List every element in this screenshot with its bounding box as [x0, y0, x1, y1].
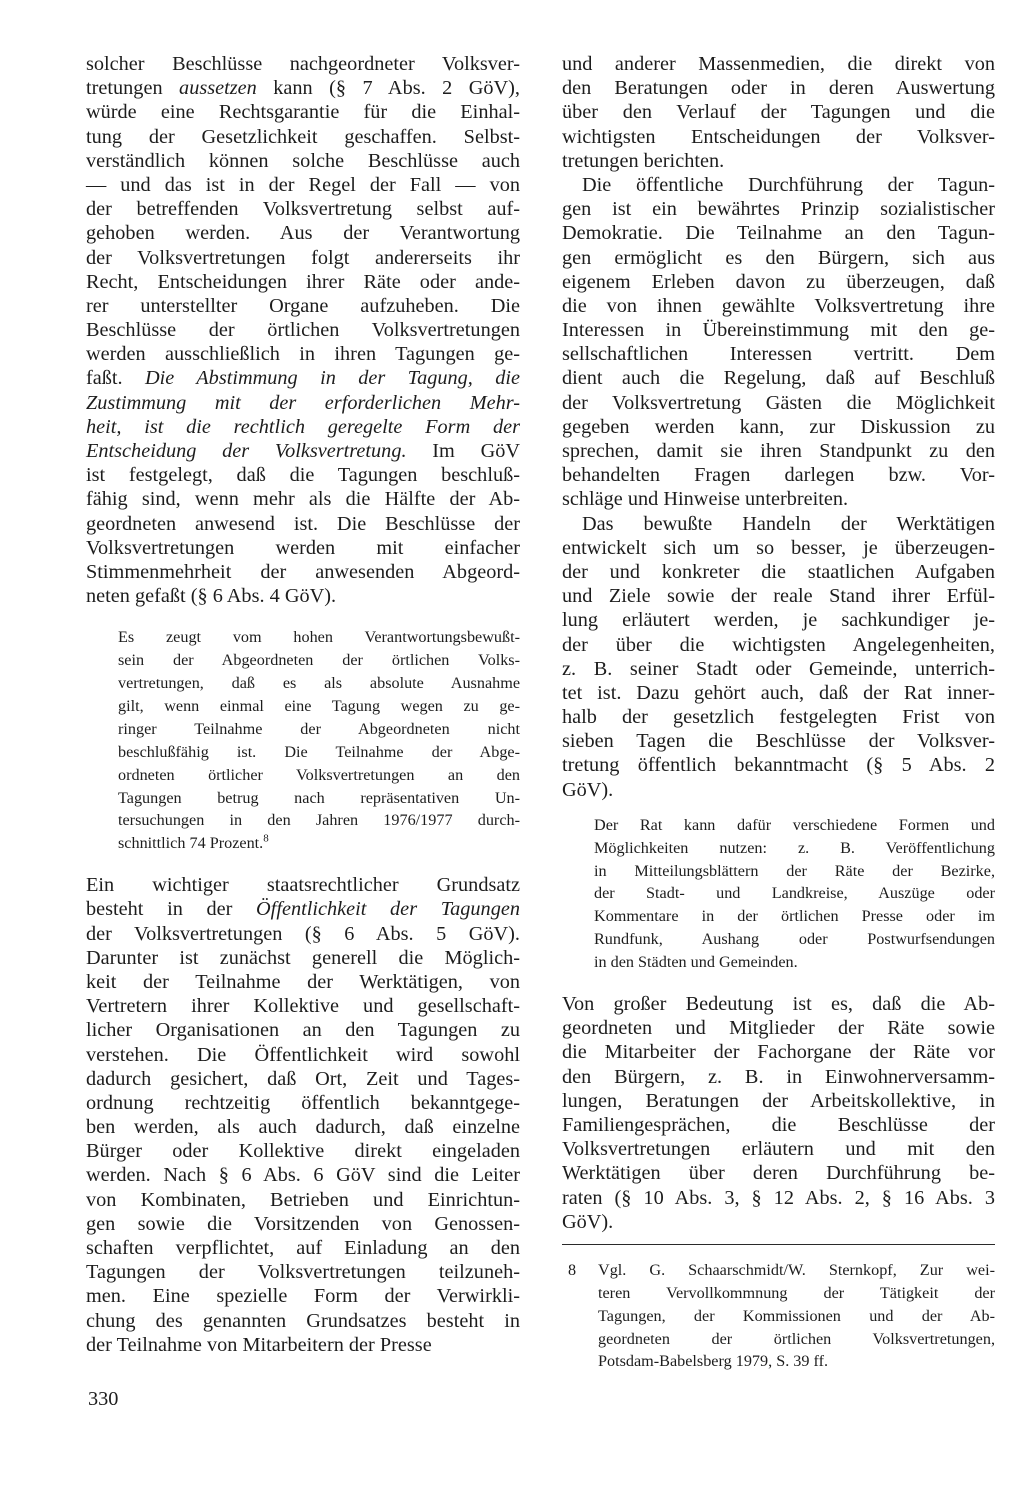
text-line: behandelten Fragen darlegen bzw. Vor-: [562, 464, 995, 487]
text-line: verständlich können solche Beschlüsse auch: [86, 149, 520, 172]
text-line: werden. Nach § 6 Abs. 6 GöV sind die Leiter: [86, 1164, 520, 1187]
text-line: tet ist. Dazu gehört auch, daß der Rat inner-: [562, 681, 995, 704]
text-line: die Mitarbeiter der Fachorgane der Räte vor: [562, 1041, 995, 1064]
paragraph: [562, 52, 995, 173]
text-line: verstehen. Die Öffentlichkeit wird sowohl: [86, 1043, 520, 1066]
text-line: chung des genannten Grundsatzes besteht in: [86, 1309, 520, 1332]
text-line: eigenem Erleben davon zu überzeugen, daß: [562, 270, 995, 293]
text-line: Darunter ist zunächst generell die Möglich-: [86, 946, 520, 969]
footnote: [562, 1259, 995, 1373]
text-line: in den Städten und Gemeinden.: [594, 953, 798, 972]
text-line: beschlußfähig ist. Die Teilnahme der Abge-: [118, 742, 520, 761]
text-line: lungen, Beratungen der Arbeitskollektive, in: [562, 1089, 995, 1112]
right-column: [562, 52, 995, 1373]
text-line: GöV).: [562, 1210, 614, 1233]
text-line: gen ermöglicht es den Bürgern, sich aus: [562, 246, 995, 269]
text-line: schläge und Hinweise unterbreiten.: [562, 488, 849, 511]
footnote-number: 8: [568, 1260, 577, 1279]
text-line: und anderer Massenmedien, die direkt von: [562, 53, 995, 75]
text-line: der Stadt- und Landkreise, Auszüge oder: [594, 884, 995, 903]
text-line: tretungen aussetzen kann (§ 7 Abs. 2 GöV),: [86, 77, 520, 100]
text-line: GöV).: [562, 778, 614, 801]
footnote-line: Tagungen, der Kommissionen und der Ab-: [598, 1306, 995, 1325]
text-line: die von ihnen gewählte Volksvertretung ihre: [562, 294, 995, 317]
text-line: z. B. seiner Stadt oder Gemeinde, unterrich-: [562, 657, 995, 680]
text-line: würde eine Rechtsgarantie für die Einhal-: [86, 101, 520, 124]
text-line: der Volksvertretung Gästen die Möglichkeit: [562, 391, 995, 414]
text-line: dient auch die Regelung, daß auf Beschluß: [562, 367, 995, 390]
text-line: Recht, Entscheidungen ihrer Räte oder ande-: [86, 270, 520, 293]
text-line: Tagungen der Volksvertretungen teilzuneh-: [86, 1261, 520, 1284]
text-line: fähig sind, wenn mehr als die Hälfte der Ab-: [86, 488, 520, 511]
text-line: raten (§ 10 Abs. 3, § 12 Abs. 2, § 16 Abs. 3: [562, 1186, 995, 1209]
paragraph: [562, 992, 995, 1234]
text-line: Entscheidung der Volksvertretung. Im GöV: [86, 440, 521, 462]
text-line: men. Eine spezielle Form der Verwirkli-: [86, 1285, 520, 1308]
text-line: über den Verlauf der Tagungen und die: [562, 101, 995, 124]
text-line: Volksvertretungen erläutern und mit den: [562, 1138, 995, 1161]
text-line: Familiengesprächen, die Beschlüsse der: [562, 1113, 995, 1136]
text-line: Die öffentliche Durchführung der Tagun-: [582, 173, 995, 196]
text-line: Tagungen betrug nach repräsentativen Un-: [118, 788, 520, 807]
text-line: schaften verpflichtet, auf Einladung an den: [86, 1237, 520, 1260]
text-line: geordneten anwesend ist. Die Beschlüsse der: [86, 512, 520, 535]
text-line: der Teilnahme von Mitarbeitern der Presse: [86, 1333, 432, 1356]
indented-note: [86, 626, 520, 855]
text-line: Von großer Bedeutung ist es, daß die Ab-: [562, 993, 995, 1016]
text-line: der Volksvertretungen folgt andererseits ihr: [86, 246, 520, 269]
text-line: gehoben werden. Aus der Verantwortung: [86, 222, 520, 245]
text-line: Kommentare in der örtlichen Presse oder im: [594, 907, 995, 926]
text-line: ordneten örtlicher Volksvertretungen an den: [118, 765, 520, 784]
text-line: ordnung rechtzeitig öffentlich bekanntgege-: [86, 1091, 520, 1114]
text-line: sein der Abgeordneten der örtlichen Volks-: [118, 651, 520, 670]
text-line: tretung öffentlich bekanntmacht (§ 5 Abs. 2: [562, 754, 995, 777]
text-line: sprechen, damit sie ihren Standpunkt zu den: [562, 440, 995, 462]
text-line: Zustimmung mit der erforderlichen Mehr-: [86, 391, 520, 414]
text-line: schnittlich 74 Prozent.$^8$: [118, 832, 269, 853]
text-line: licher Organisationen an den Tagungen zu: [86, 1019, 520, 1042]
text-line: Werktätigen über deren Durchführung be-: [562, 1162, 995, 1185]
footnote-line: geordneten der örtlichen Volksvertretungen,: [598, 1329, 995, 1348]
text-line: neten gefaßt (§ 6 Abs. 4 GöV).: [86, 585, 337, 608]
text-line: rer unterstellter Organe aufzuheben. Die: [86, 294, 520, 317]
text-line: Stimmenmehrheit der anwesenden Abgeord-: [86, 560, 520, 583]
text-line: Ein wichtiger staatsrechtlicher Grundsatz: [86, 874, 520, 897]
text-line: besteht in der Öffentlichkeit der Tagungen: [86, 898, 520, 921]
text-line: gen ist ein bewährtes Prinzip sozialistischer: [562, 198, 995, 221]
text-line: dadurch gesichert, daß Ort, Zeit und Tages-: [86, 1067, 520, 1090]
text-line: Beschlüsse der örtlichen Volksvertretungen: [86, 319, 520, 342]
text-line: werden ausschließlich in ihren Tagungen ge-: [86, 343, 520, 366]
text-line: wichtigsten Entscheidungen der Volksver-: [562, 125, 995, 148]
text-line: Bürger oder Kollektive direkt eingeladen: [86, 1140, 520, 1163]
text-line: tretungen berichten.: [562, 149, 725, 172]
text-line: der und konkreter die staatlichen Aufgaben: [562, 560, 995, 583]
text-line: — und das ist in der Regel der Fall — von: [86, 173, 520, 196]
paragraph: [562, 173, 995, 512]
text-line: in Mitteilungsblättern der Räte der Bezirke,: [594, 861, 995, 880]
text-line: Das bewußte Handeln der Werktätigen: [582, 512, 995, 535]
text-line: lung erläutert werden, je sachkundiger je-: [562, 609, 995, 632]
text-line: Der Rat kann dafür verschiedene Formen und: [594, 815, 995, 834]
paragraph: [86, 873, 520, 1357]
text-line: der über die wichtigsten Angelegenheiten,: [562, 633, 995, 656]
text-line: Rundfunk, Aushang oder Postwurfsendungen: [594, 930, 995, 949]
text-line: tung der Gesetzlichkeit geschaffen. Selbst-: [86, 125, 520, 148]
text-line: und Ziele sowie der reale Stand ihrer Erfül-: [562, 585, 995, 608]
text-line: von Kombinaten, Betrieben und Einrichtun-: [86, 1188, 520, 1211]
text-line: faßt. Die Abstimmung in der Tagung, die: [86, 367, 520, 390]
text-line: halb der gesetzlich festgelegten Frist von: [562, 706, 995, 729]
text-line: sieben Tagen die Beschlüsse der Volksver-: [562, 730, 995, 753]
text-line: Vertretern ihrer Kollektive und gesellschaft-: [86, 995, 520, 1018]
text-line: den Bürgern, z. B. in Einwohnerversamm-: [562, 1065, 995, 1088]
text-line: Es zeugt vom hohen Verantwortungsbewußt-: [118, 628, 520, 647]
text-line: gilt, wenn einmal eine Tagung wegen zu ge-: [118, 696, 520, 715]
text-line: der betreffenden Volksvertretung selbst auf-: [86, 198, 520, 221]
text-line: geordneten und Mitglieder der Räte sowie: [562, 1017, 995, 1040]
text-line: vertretungen, daß es als absolute Ausnahme: [118, 674, 520, 693]
footnote-line: teren Vervollkommnung der Tätigkeit der: [598, 1283, 995, 1302]
footnote-divider: [562, 1244, 995, 1245]
text-line: solcher Beschlüsse nachgeordneter Volksver-: [86, 53, 520, 75]
footnote-ref: 8: [263, 832, 269, 845]
text-line: gen sowie die Vorsitzenden von Genossen-: [86, 1212, 520, 1235]
text-line: ist festgelegt, daß die Tagungen beschluß-: [86, 464, 520, 487]
text-line: keit der Teilnahme der Werktätigen, von: [86, 970, 520, 993]
left-column: [86, 52, 520, 1357]
footnote-line: Potsdam-Babelsberg 1979, S. 39 ff.: [598, 1352, 829, 1371]
text-line: Interessen in Übereinstimmung mit den ge-: [562, 319, 995, 342]
footnote-line: 8 Vgl. G. Schaarschmidt/W. Sternkopf, Zur wei-: [562, 1259, 995, 1282]
text-line: tersuchungen in den Jahren 1976/1977 durch-: [118, 811, 520, 830]
text-line: heit, ist die rechtlich geregelte Form der: [86, 415, 520, 438]
indented-note: [562, 814, 995, 974]
text-line: Volksvertretungen werden mit einfacher: [86, 536, 520, 559]
text-line: gegeben werden kann, zur Diskussion zu: [562, 415, 995, 438]
text-line: Möglichkeiten nutzen: z. B. Veröffentlichung: [594, 838, 995, 857]
text-line: ben werden, als auch dadurch, daß einzelne: [86, 1116, 520, 1139]
paragraph: [562, 512, 995, 802]
text-line: entwickelt sich um so besser, je überzeugen-: [562, 536, 995, 559]
text-line: Demokratie. Die Teilnahme an den Tagun-: [562, 222, 995, 245]
text-line: ringer Teilnahme der Abgeordneten nicht: [118, 719, 520, 738]
paragraph: [86, 52, 520, 608]
text-line: den Beratungen oder in deren Auswertung: [562, 77, 995, 100]
text-line: sellschaftlichen Interessen vertritt. Dem: [562, 343, 995, 366]
page-number: 330: [88, 1388, 119, 1410]
text-line: der Volksvertretungen (§ 6 Abs. 5 GöV).: [86, 922, 520, 945]
